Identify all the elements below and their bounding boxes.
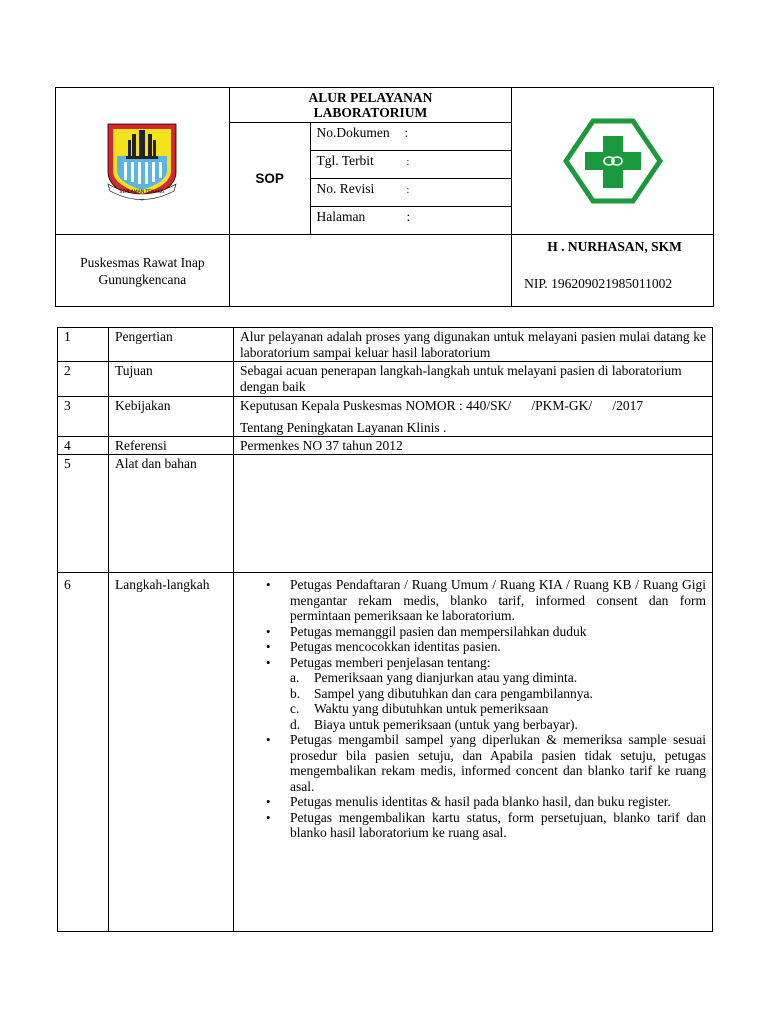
list-item: c. Waktu yang dibutuhkan untuk pemeriksaan xyxy=(290,701,549,716)
section-tujuan-text: Sebagai acuan penerapan langkah-langkah untuk melayani pasien di laboratorium dengan baik xyxy=(234,362,713,397)
signer-name: H . NURHASAN, SKM xyxy=(547,239,682,254)
title-line-2: LABORATORIUM xyxy=(313,105,428,120)
table-row: 3 Kebijakan Keputusan Kepala Puskesmas NOMOR : 440/SK/ /PKM-GK/ /2017 Tentang Peningkatan Layanan Klinis . xyxy=(58,397,713,437)
meta-tgl-terbit: Tgl. Terbit : xyxy=(310,151,512,179)
list-item: a. Pemeriksaan yang dianjurkan atau yang diminta. xyxy=(290,670,578,685)
table-row: 4 Referensi Permenkes NO 37 tahun 2012 xyxy=(58,437,713,455)
table-row: 2 Tujuan Sebagai acuan penerapan langkah-langkah untuk melayani pasien di laboratorium dengan baik xyxy=(58,362,713,397)
list-item: • Petugas mencocokkan identitas pasien. xyxy=(290,639,706,655)
meta-no-dokumen: No.Dokumen : xyxy=(310,123,512,151)
signer-nip: NIP. 196209021985011002 xyxy=(524,276,673,291)
table-row: 1 Pengertian Alur pelayanan adalah proses yang digunakan untuk melayani pasien mulai datang ke laboratorium sampai keluar hasil laboratorium xyxy=(58,328,713,362)
list-item: d. Biaya untuk pemeriksaan (untuk yang berbayar). xyxy=(290,716,578,732)
section-kebijakan-text: Keputusan Kepala Puskesmas NOMOR : 440/SK/ /PKM-GK/ /2017 Tentang Peningkatan Layanan Klinis . xyxy=(234,397,713,437)
title-line-1: ALUR PELAYANAN xyxy=(308,90,433,105)
section-referensi-text: Permenkes NO 37 tahun 2012 xyxy=(234,437,713,455)
table-row: 5 Alat dan bahan xyxy=(58,455,713,573)
puskesmas-logo-cell xyxy=(512,88,714,235)
list-item: • Petugas memberi penjelasan tentang: a. Pemeriksaan yang dianjurkan atau yang diminta. b. Sampel yang dibutuhkan dan cara pengambilannya. c. Waktu yang dibutuhkan untuk pemeriksaan d. Biaya untuk pemeriksaan (untuk yang berbayar). xyxy=(290,655,706,733)
list-item: • Petugas memanggil pasien dan mempersilahkan duduk xyxy=(290,624,706,640)
meta-no-revisi: No. Revisi : xyxy=(310,179,512,207)
seal-banner-text: SEPI AMAN TENANG xyxy=(119,190,165,195)
puskesmas-cross-logo xyxy=(563,118,663,204)
sop-content-table xyxy=(57,327,713,932)
meta-halaman: Halaman : xyxy=(310,207,512,235)
table-row: 6 Langkah-langkah • Petugas Pendaftaran / Ruang Umum / Ruang KIA / Ruang KB / Ruang Gigi mengantar rekam medis, blanko tarif, informed consent dan form permintaan pemeriksaan ke laboratorium. • Petugas memanggil pasien dan mempersilahkan duduk • Petugas mencocokkan identitas pasien. • Petugas memberi penjelasan tentang: a. Pemeriksaan yang dianjurkan atau yang diminta. b. Sampel yang dibutuhkan dan cara pengambilannya. c. Waktu yang dibutuhkan untuk pemeriksaan d. Biaya untuk pemeriksaan (untuk yang berbayar). • Petugas mengambil sampel yang diperlukan & memeriksa sample sesuai prosedur bila pasien setuju, dan Apabila pasien tidak setuju, petugas mengembalikan rekam medis, informed concent dan blanko tarif ke ruang asal. • Petugas menulis identitas & hasil pada blanko hasil, dan buku register. • Petugas mengembalikan kartu status, form persetujuan, blanko tarif dan blanko hasil laboratorium ke ruang asal. xyxy=(58,573,713,932)
list-item: • Petugas mengembalikan kartu status, form persetujuan, blanko tarif dan blanko hasil laboratorium ke ruang asal. xyxy=(290,810,706,841)
section-alat-text xyxy=(234,455,713,573)
list-item: • Petugas Pendaftaran / Ruang Umum / Ruang KIA / Ruang KB / Ruang Gigi mengantar rekam medis, blanko tarif, informed consent dan form permintaan pemeriksaan ke laboratorium. xyxy=(290,577,706,624)
organization-name: Puskesmas Rawat Inap Gunungkencana xyxy=(56,235,230,307)
regency-seal-cell xyxy=(56,88,230,235)
list-item: b. Sampel yang dibutuhkan dan cara pengambilannya. xyxy=(290,685,593,701)
sop-header-table xyxy=(55,87,714,307)
section-langkah-steps xyxy=(234,573,713,932)
signer-block xyxy=(512,235,714,307)
regency-seal-logo xyxy=(102,120,182,202)
sop-label: SOP xyxy=(229,123,310,235)
document-title xyxy=(229,88,511,123)
substeps-list xyxy=(290,670,706,732)
list-item: • Petugas menulis identitas & hasil pada blanko hasil, dan buku register. xyxy=(290,794,706,810)
list-item: • Petugas mengambil sampel yang diperlukan & memeriksa sample sesuai prosedur bila pasien setuju, dan Apabila pasien tidak setuju, petugas mengembalikan rekam medis, informed concent dan blanko tarif ke ruang asal. xyxy=(290,732,706,794)
section-pengertian-text: Alur pelayanan adalah proses yang digunakan untuk melayani pasien mulai datang ke laboratorium sampai keluar hasil laboratorium xyxy=(234,328,713,362)
steps-list xyxy=(240,577,706,841)
empty-cell xyxy=(229,235,511,307)
